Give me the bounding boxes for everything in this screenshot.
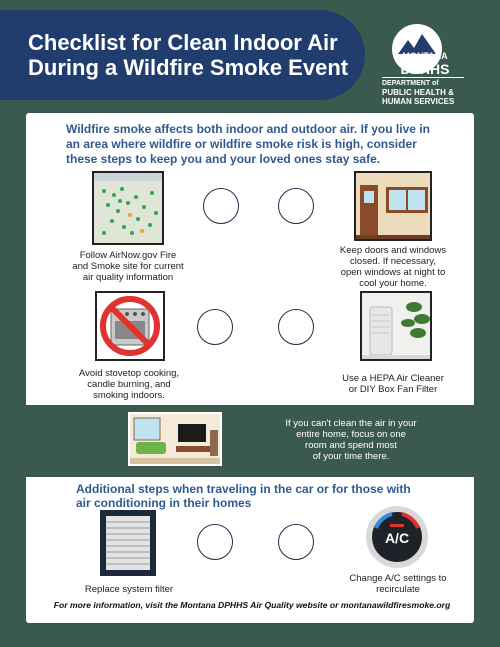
logo-state: MONTANA xyxy=(402,51,448,61)
map-icon xyxy=(92,171,164,245)
dept-line-2: PUBLIC HEALTH & xyxy=(382,88,454,97)
caption-avoid-cooking xyxy=(66,368,192,401)
caption-cooking-line-2: candle burning, and xyxy=(87,379,171,390)
caption-doors-line-2: closed. If necessary, xyxy=(350,256,436,267)
caption-filter xyxy=(64,584,194,595)
living-room-icon xyxy=(128,412,222,466)
additional-heading: Additional steps when traveling in the car or for those with air conditioning in their homes xyxy=(76,482,411,510)
caption-airnow xyxy=(68,250,188,283)
caption-doors-windows xyxy=(330,245,456,289)
ac-label: A/C xyxy=(384,530,410,546)
filter-icon xyxy=(100,510,156,576)
caption-airnow-line-1: Follow AirNow.gov Fire xyxy=(79,250,177,261)
logo-divider xyxy=(382,77,464,78)
checkbox-doors-windows[interactable] xyxy=(278,188,314,224)
caption-ac-line-2: recirculate xyxy=(376,584,420,595)
caption-airnow-line-2: and Smoke site for current xyxy=(72,261,184,272)
band-line-2: entire home, focus on one xyxy=(296,429,406,440)
caption-doors-line-4: cool your home. xyxy=(359,278,427,289)
dphhs-logo-wordmark xyxy=(380,50,470,76)
checkbox-avoid-cooking[interactable] xyxy=(197,309,233,345)
caption-hepa-line-2: or DIY Box Fan Filter xyxy=(348,384,438,395)
caption-cooking-line-1: Avoid stovetop cooking, xyxy=(78,368,180,379)
caption-ac xyxy=(336,573,460,595)
logo-agency: DPHHS xyxy=(400,61,450,77)
caption-filter-line-1: Replace system filter xyxy=(84,584,174,595)
checkbox-filter[interactable] xyxy=(197,524,233,560)
caption-doors-line-1: Keep doors and windows xyxy=(339,245,447,256)
title-line-1: Checklist for Clean Indoor Air xyxy=(28,30,338,55)
caption-cooking-line-3: smoking indoors. xyxy=(93,390,165,401)
band-line-1: If you can't clean the air in your xyxy=(285,418,417,429)
page-title xyxy=(28,30,358,80)
checkbox-airnow[interactable] xyxy=(203,188,239,224)
caption-hepa xyxy=(330,373,456,395)
band-line-4: of your time there. xyxy=(312,451,390,462)
dept-name xyxy=(382,88,482,106)
checkbox-hepa[interactable] xyxy=(278,309,314,345)
footer-info: For more information, visit the Montana DPHHS Air Quality website or montanawildfiresmoke.org xyxy=(53,600,451,610)
ac-button-icon xyxy=(364,504,430,570)
house-door-window-icon xyxy=(354,171,432,241)
caption-airnow-line-3: air quality information xyxy=(82,272,174,283)
dept-line-1: DEPARTMENT of xyxy=(382,80,439,87)
single-room-text xyxy=(282,418,420,462)
band-line-3: room and spend most xyxy=(305,440,397,451)
no-stove-icon xyxy=(95,291,165,361)
title-line-2: During a Wildfire Smoke Event xyxy=(28,55,349,80)
intro-text: Wildfire smoke affects both indoor and outdoor air. If you live in an area where wildfire or wildfire smoke risk is high, consider these steps to keep you and your loved ones stay safe. xyxy=(66,122,430,166)
air-purifier-icon xyxy=(360,291,432,361)
caption-doors-line-3: open windows at night to xyxy=(340,267,446,278)
caption-hepa-line-1: Use a HEPA Air Cleaner xyxy=(342,373,444,384)
dept-line-3: HUMAN SERVICES xyxy=(382,97,455,106)
caption-ac-line-1: Change A/C settings to xyxy=(349,573,447,584)
checkbox-ac[interactable] xyxy=(278,524,314,560)
